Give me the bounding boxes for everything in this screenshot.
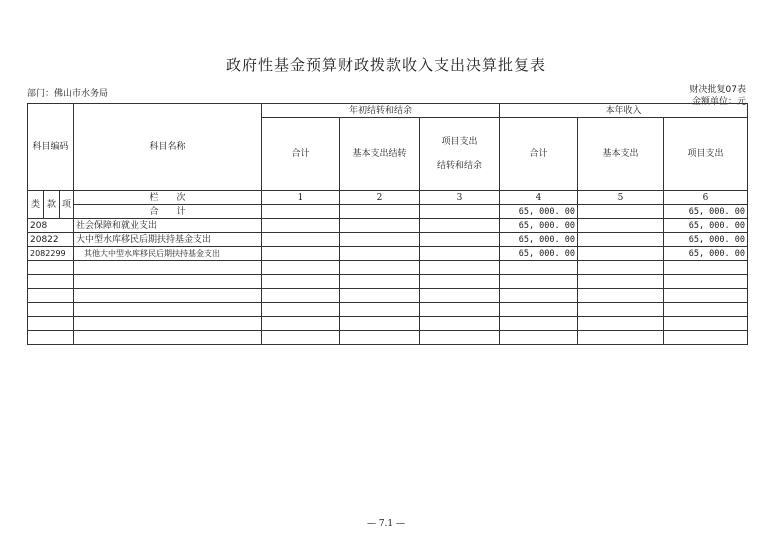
row-c6: 65, 000. 00: [664, 233, 748, 247]
row-c1: [262, 247, 340, 261]
empty-cell: [340, 317, 420, 331]
lei-header: 类: [28, 191, 44, 219]
opening-project-header: [420, 118, 500, 191]
empty-cell: [340, 303, 420, 317]
empty-cell: [28, 303, 74, 317]
empty-cell: [28, 261, 74, 275]
empty-cell: [500, 317, 578, 331]
total-c2: [340, 205, 420, 219]
row-name: 大中型水库移民后期扶持基金支出: [74, 233, 262, 247]
empty-cell: [500, 303, 578, 317]
empty-cell: [262, 303, 340, 317]
empty-cell: [420, 331, 500, 345]
column-number: 1: [262, 191, 340, 205]
empty-row: [28, 303, 748, 317]
row-c3: [420, 233, 500, 247]
empty-cell: [262, 317, 340, 331]
empty-cell: [664, 289, 748, 303]
empty-cell: [74, 331, 262, 345]
empty-cell: [578, 331, 664, 345]
empty-cell: [28, 317, 74, 331]
form-code: 财决批复07表: [689, 85, 746, 95]
empty-cell: [578, 303, 664, 317]
opening-basic-header: 基本支出结转: [340, 118, 420, 191]
column-number: 6: [664, 191, 748, 205]
table-row: [28, 233, 748, 247]
income-basic-header: 基本支出: [578, 118, 664, 191]
empty-cell: [664, 261, 748, 275]
total-c5: [578, 205, 664, 219]
page-title: 政府性基金预算财政拨款收入支出决算批复表: [225, 56, 546, 74]
xiang-header: 项: [60, 191, 74, 219]
department-label: 部门：佛山市水务局: [27, 89, 109, 99]
amount-unit-label: 金额单位：元: [691, 97, 746, 107]
lanci-label: 栏 次: [74, 191, 262, 205]
empty-cell: [578, 275, 664, 289]
empty-cell: [500, 289, 578, 303]
empty-cell: [340, 275, 420, 289]
row-c4: 65, 000. 00: [500, 233, 578, 247]
empty-cell: [578, 289, 664, 303]
empty-cell: [500, 331, 578, 345]
total-label: 合 计: [74, 205, 262, 219]
total-row: [28, 205, 748, 219]
empty-cell: [74, 275, 262, 289]
row-code: 20822: [28, 233, 74, 247]
empty-cell: [28, 289, 74, 303]
row-code: 208: [28, 219, 74, 233]
table-row: [28, 247, 748, 261]
empty-row: [28, 289, 748, 303]
empty-cell: [664, 331, 748, 345]
approval-table: [27, 103, 748, 345]
page-number: — 7.1 —: [366, 519, 406, 529]
row-c2: [340, 219, 420, 233]
column-number: 2: [340, 191, 420, 205]
opening-total-header: 合计: [262, 118, 340, 191]
empty-cell: [262, 275, 340, 289]
empty-row: [28, 317, 748, 331]
row-code: 2082299: [28, 247, 74, 261]
empty-cell: [420, 261, 500, 275]
empty-cell: [340, 331, 420, 345]
empty-row: [28, 275, 748, 289]
empty-cell: [500, 275, 578, 289]
empty-cell: [262, 289, 340, 303]
empty-cell: [578, 317, 664, 331]
row-c6: 65, 000. 00: [664, 219, 748, 233]
income-project-header: 项目支出: [664, 118, 748, 191]
row-c2: [340, 247, 420, 261]
opening-project-header-line2: 结转和结余: [436, 161, 482, 171]
empty-cell: [420, 317, 500, 331]
empty-cell: [74, 303, 262, 317]
empty-cell: [664, 303, 748, 317]
empty-cell: [578, 261, 664, 275]
empty-row: [28, 331, 748, 345]
empty-cell: [340, 289, 420, 303]
empty-cell: [28, 275, 74, 289]
row-c5: [578, 233, 664, 247]
subject-code-header: 科目编码: [28, 104, 74, 191]
row-name: 社会保障和就业支出: [74, 219, 262, 233]
empty-cell: [420, 289, 500, 303]
empty-cell: [420, 303, 500, 317]
table-row: [28, 219, 748, 233]
opening-balance-group-header: 年初结转和结余: [262, 104, 500, 118]
empty-cell: [28, 331, 74, 345]
row-c5: [578, 247, 664, 261]
current-income-group-header: 本年收入: [500, 104, 748, 118]
empty-cell: [74, 317, 262, 331]
opening-project-header-line1: 项目支出: [441, 137, 478, 147]
column-number: 5: [578, 191, 664, 205]
row-c4: 65, 000. 00: [500, 219, 578, 233]
row-c5: [578, 219, 664, 233]
row-c3: [420, 247, 500, 261]
empty-row: [28, 261, 748, 275]
empty-cell: [420, 275, 500, 289]
empty-cell: [500, 261, 578, 275]
total-c3: [420, 205, 500, 219]
row-c6: 65, 000. 00: [664, 247, 748, 261]
row-name: 其他大中型水库移民后期扶持基金支出: [74, 247, 262, 261]
empty-cell: [664, 317, 748, 331]
empty-cell: [262, 331, 340, 345]
row-c3: [420, 219, 500, 233]
empty-cell: [74, 261, 262, 275]
kuan-header: 款: [44, 191, 60, 219]
row-c2: [340, 233, 420, 247]
empty-cell: [74, 289, 262, 303]
row-c1: [262, 219, 340, 233]
total-c1: [262, 205, 340, 219]
total-c4: 65, 000. 00: [500, 205, 578, 219]
column-number: 3: [420, 191, 500, 205]
row-c1: [262, 233, 340, 247]
subject-name-header: 科目名称: [74, 104, 262, 191]
column-number: 4: [500, 191, 578, 205]
empty-cell: [340, 261, 420, 275]
empty-cell: [664, 275, 748, 289]
income-total-header: 合计: [500, 118, 578, 191]
row-c4: 65, 000. 00: [500, 247, 578, 261]
empty-cell: [262, 261, 340, 275]
total-c6: 65, 000. 00: [664, 205, 748, 219]
